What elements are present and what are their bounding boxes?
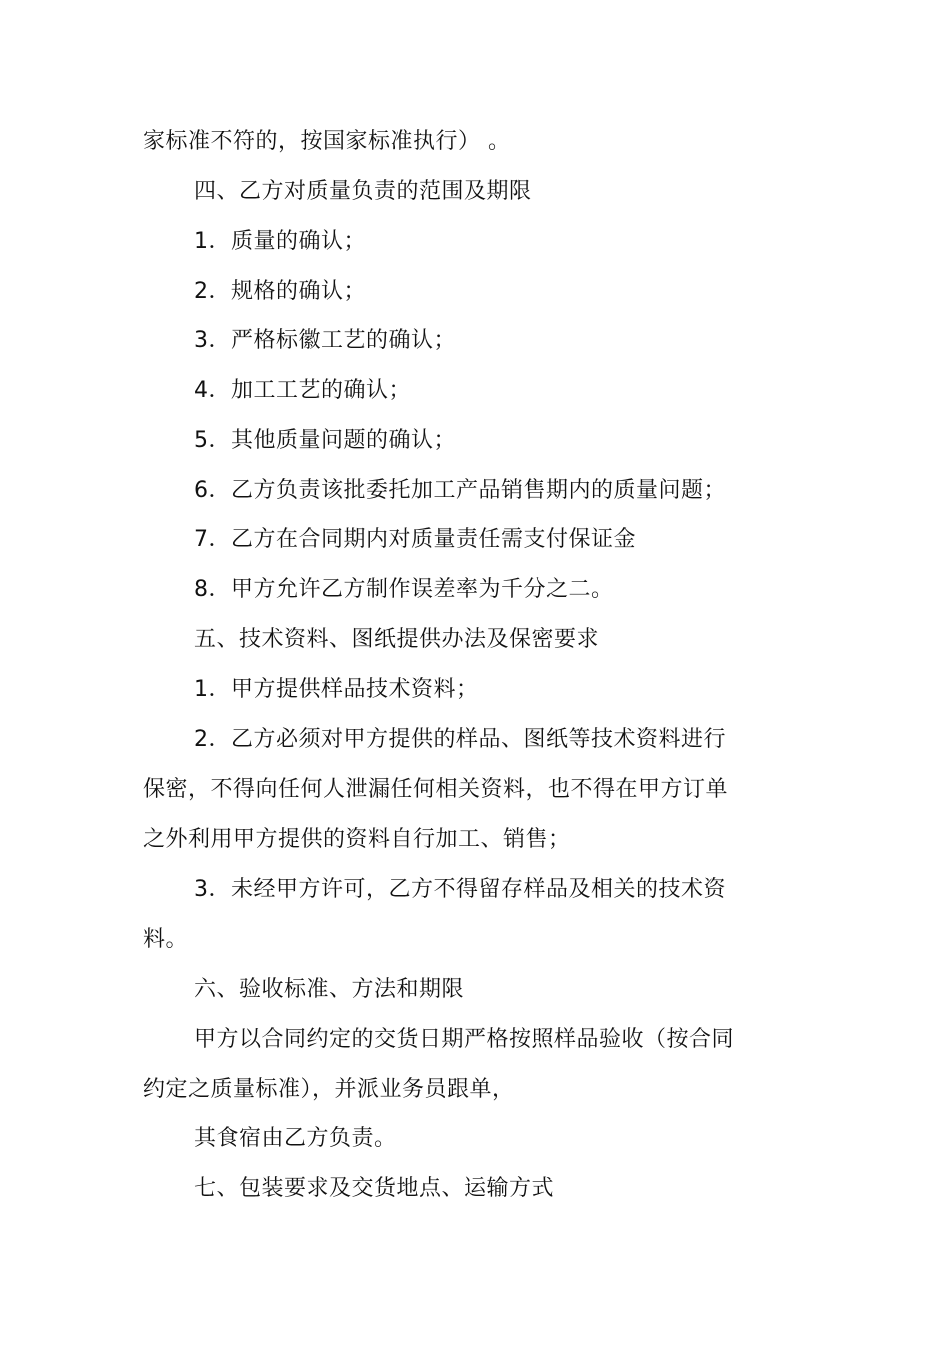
list-item: 4．加工工艺的确认； <box>194 378 411 403</box>
list-item: 1．质量的确认； <box>194 229 366 254</box>
section-heading-7: 七、包装要求及交货地点、运输方式 <box>194 1176 555 1201</box>
list-item: 6．乙方负责该批委托加工产品销售期内的质量问题； <box>194 478 726 503</box>
text-line-continuation: 保密，不得向任何人泄漏任何相关资料，也不得在甲方订单 <box>143 777 729 802</box>
list-item: 2．乙方必须对甲方提供的样品、图纸等技术资料进行 <box>194 727 726 752</box>
list-item: 7．乙方在合同期内对质量责任需支付保证金 <box>194 527 636 552</box>
section-heading-4: 四、乙方对质量负责的范围及期限 <box>194 179 532 204</box>
text-line-continuation: 家标准不符的，按国家标准执行） 。 <box>143 129 511 154</box>
paragraph-line: 甲方以合同约定的交货日期严格按照样品验收（按合同 <box>194 1027 735 1052</box>
list-item: 2．规格的确认； <box>194 279 366 304</box>
list-item: 3．严格标徽工艺的确认； <box>194 328 456 353</box>
list-item: 1．甲方提供样品技术资料； <box>194 677 479 702</box>
section-heading-6: 六、验收标准、方法和期限 <box>194 977 465 1002</box>
text-line-continuation: 料。 <box>143 927 189 952</box>
text-line-continuation: 约定之质量标准），并派业务员跟单， <box>143 1077 515 1102</box>
list-item: 8．甲方允许乙方制作误差率为千分之二。 <box>194 577 614 602</box>
section-heading-5: 五、技术资料、图纸提供办法及保密要求 <box>194 627 600 652</box>
text-line-continuation: 之外利用甲方提供的资料自行加工、销售； <box>143 827 571 852</box>
paragraph-line: 其食宿由乙方负责。 <box>194 1126 397 1151</box>
list-item: 5．其他质量问题的确认； <box>194 428 456 453</box>
list-item: 3．未经甲方许可，乙方不得留存样品及相关的技术资 <box>194 877 726 902</box>
